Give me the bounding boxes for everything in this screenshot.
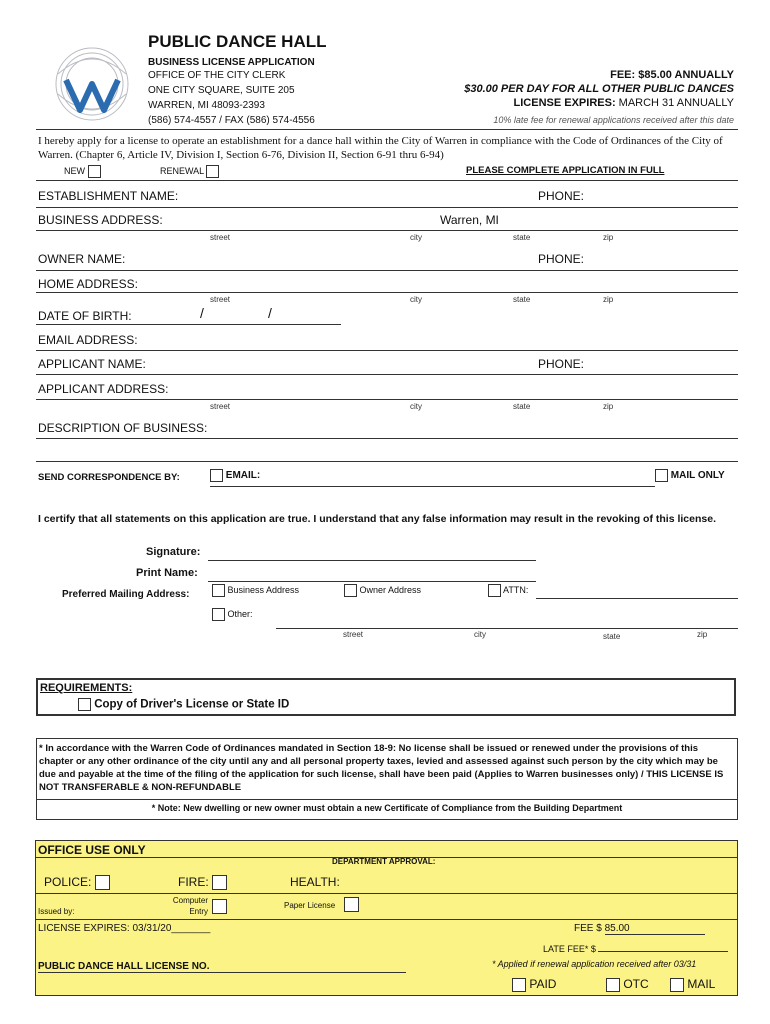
department-approval-label: DEPARTMENT APPROVAL: (332, 857, 436, 866)
city-caption: city (410, 402, 422, 411)
expires-label: LICENSE EXPIRES: (513, 97, 616, 109)
establishment-name-label: ESTABLISHMENT NAME: (38, 189, 179, 203)
business-address-option[interactable] (212, 584, 299, 597)
other-option[interactable] (212, 608, 253, 621)
late-fee-note: 10% late fee for renewal applications received after this date (493, 115, 734, 125)
issued-by-label: Issued by: (38, 907, 75, 916)
complete-instruction: PLEASE COMPLETE APPLICATION IN FULL (466, 165, 665, 176)
city-of-warren-logo (52, 44, 132, 124)
zip-caption: zip (603, 295, 614, 304)
mail-checkbox[interactable] (670, 978, 684, 992)
business-address-option-label: Business Address (227, 584, 300, 595)
renewal-option[interactable] (160, 165, 219, 178)
attn-checkbox[interactable] (488, 584, 501, 597)
street-caption: street (343, 630, 364, 639)
send-by-email-option[interactable] (210, 469, 260, 482)
signature-field[interactable] (208, 560, 536, 561)
print-name-label: Print Name: (136, 567, 198, 579)
computer-entry-label (166, 895, 208, 917)
fee-per-day: $30.00 PER DAY FOR ALL OTHER PUBLIC DANCES (464, 83, 734, 95)
applicant-address-field[interactable] (36, 399, 738, 400)
owner-address-option-label: Owner Address (359, 584, 422, 595)
requirement-item[interactable] (78, 698, 289, 711)
preferred-mailing-label: Preferred Mailing Address: (62, 589, 190, 600)
other-address-field[interactable] (276, 628, 738, 629)
mail-only-checkbox[interactable] (655, 469, 668, 482)
requirements-box (36, 678, 736, 716)
applicant-phone-label: PHONE: (538, 357, 585, 371)
new-option[interactable] (64, 165, 101, 178)
form-subtitle: BUSINESS LICENSE APPLICATION (148, 57, 315, 68)
office-phone: (586) 574-4557 / FAX (586) 574-4556 (148, 115, 315, 126)
home-address-field[interactable] (36, 292, 738, 293)
description-field-2[interactable] (36, 461, 738, 462)
ordinance-notice-text: * In accordance with the Warren Code of Ordinances mandated in Section 18-9: No license shall be issued or renewed under the provisions of this chapter or any other ordinance of the city until any and all personal property taxes, levied and assessed against such person by the city which may be due and payable at the time of the filing of the application for such license, shall have been paid (Applies to Warren businesses only) / THIS LICENSE IS NOT TRANSFERABLE & NON-REFUNDABLE (39, 743, 724, 793)
city-caption: city (410, 295, 422, 304)
mail-only-option[interactable] (655, 469, 725, 482)
otc-option[interactable] (606, 977, 649, 992)
street-caption: street (210, 402, 231, 411)
email-checkbox[interactable] (210, 469, 223, 482)
police-checkbox[interactable] (95, 875, 110, 890)
send-correspondence-label: SEND CORRESPONDENCE BY: (38, 472, 180, 483)
date-of-birth-label: DATE OF BIRTH: (38, 309, 132, 323)
police-approval[interactable] (44, 875, 110, 890)
state-caption: state (513, 402, 531, 411)
street-caption: street (210, 233, 231, 242)
business-address-checkbox[interactable] (212, 584, 225, 597)
certification-statement: I certify that all statements on this application are true. I understand that any false information may result in the revoking of this license. (38, 513, 716, 525)
establishment-phone-label: PHONE: (538, 189, 585, 203)
license-number-field[interactable]: PUBLIC DANCE HALL LICENSE NO. (38, 961, 406, 973)
late-fee-field[interactable] (543, 942, 728, 954)
office-address-2: WARREN, MI 48093-2393 (148, 100, 265, 111)
state-caption: state (513, 295, 531, 304)
business-address-field[interactable] (36, 230, 738, 231)
office-use-section (35, 840, 738, 996)
email-address-field[interactable] (36, 350, 738, 351)
late-fee-label: LATE FEE* $ (543, 944, 596, 954)
police-label: POLICE: (44, 875, 92, 889)
street-caption: street (210, 295, 231, 304)
paper-license-checkbox[interactable] (344, 897, 359, 912)
send-email-label: EMAIL: (225, 470, 261, 482)
paid-option[interactable] (512, 977, 556, 992)
fee-label: FEE $ (574, 923, 602, 934)
otc-checkbox[interactable] (606, 978, 620, 992)
owner-address-checkbox[interactable] (344, 584, 357, 597)
renewal-label: RENEWAL (160, 165, 204, 176)
applicant-address-label: APPLICANT ADDRESS: (38, 382, 169, 396)
certificate-note: * Note: New dwelling or new owner must obtain a new Certificate of Compliance from the Building Department (151, 803, 623, 813)
office-address-1: ONE CITY SQUARE, SUITE 205 (148, 85, 295, 96)
state-caption: state (603, 632, 621, 641)
business-city-value: Warren, MI (440, 213, 499, 227)
fee-annual: FEE: $85.00 ANNUALLY (610, 69, 734, 81)
mail-label: MAIL (687, 977, 716, 991)
send-email-field[interactable] (210, 486, 655, 487)
mail-option[interactable] (670, 977, 715, 992)
owner-phone-label: PHONE: (538, 252, 585, 266)
fire-checkbox[interactable] (212, 875, 227, 890)
applicant-name-label: APPLICANT NAME: (38, 357, 146, 371)
home-address-label: HOME ADDRESS: (38, 277, 139, 291)
paper-license-label: Paper License (284, 901, 336, 910)
owner-name-field[interactable] (36, 270, 738, 271)
license-expires (514, 97, 734, 109)
requirements-title: REQUIREMENTS: (40, 682, 133, 694)
attn-label: ATTN: (503, 584, 529, 595)
fire-label: FIRE: (178, 875, 209, 889)
entry-label: Entry (189, 907, 208, 916)
fee-value: 85.00 (605, 923, 705, 935)
otc-label: OTC (623, 977, 649, 991)
signature-label: Signature: (146, 546, 201, 558)
office-name: OFFICE OF THE CITY CLERK (148, 70, 286, 81)
paid-label: PAID (529, 977, 557, 991)
form-title: PUBLIC DANCE HALL (148, 32, 327, 51)
zip-caption: zip (603, 402, 614, 411)
late-fee-note: * Applied if renewal application received after 03/31 (492, 959, 697, 969)
print-name-field[interactable] (208, 581, 536, 582)
health-label: HEALTH: (290, 875, 340, 889)
renewal-checkbox[interactable] (206, 165, 219, 178)
owner-address-option[interactable] (344, 584, 421, 597)
new-label: NEW (64, 165, 85, 176)
ordinance-notice-box (36, 738, 738, 820)
other-checkbox[interactable] (212, 608, 225, 621)
intro-paragraph: I hereby apply for a license to operate an establishment for a dance hall within the City of Warren in compliance with the Code of Ordinances of the City of Warren. (Chapter 6, Article IV, Division I, Section 6-76, Division II, Section 6-91 thru 6-94) (38, 135, 723, 161)
description-field-1[interactable] (36, 438, 738, 439)
city-caption: city (410, 233, 422, 242)
applicant-name-field[interactable] (36, 374, 738, 375)
paid-checkbox[interactable] (512, 978, 526, 992)
date-of-birth-field[interactable] (36, 324, 341, 325)
expires-value: MARCH 31 ANNUALLY (615, 97, 734, 109)
mail-only-label: MAIL ONLY (670, 470, 725, 482)
dob-slash-2: / (268, 305, 272, 321)
dob-slash-1: / (200, 305, 204, 321)
description-label: DESCRIPTION OF BUSINESS: (38, 421, 208, 435)
computer-label: Computer (172, 896, 208, 905)
business-address-label: BUSINESS ADDRESS: (38, 213, 163, 227)
computer-entry-checkbox[interactable] (212, 899, 227, 914)
city-caption: city (474, 630, 486, 639)
establishment-name-field[interactable] (36, 207, 738, 208)
license-expires-field: LICENSE EXPIRES: 03/31/20_______ (38, 923, 211, 934)
fire-approval[interactable] (178, 875, 227, 890)
owner-name-label: OWNER NAME: (38, 252, 126, 266)
office-use-title: OFFICE USE ONLY (38, 843, 146, 857)
email-address-label: EMAIL ADDRESS: (38, 333, 138, 347)
zip-caption: zip (603, 233, 614, 242)
zip-caption: zip (697, 630, 708, 639)
attn-field[interactable] (536, 598, 738, 599)
other-label: Other: (227, 608, 253, 619)
attn-option[interactable] (488, 584, 528, 597)
fee-amount (574, 923, 705, 935)
drivers-license-checkbox[interactable] (78, 698, 91, 711)
requirement-item-label: Copy of Driver's License or State ID (94, 698, 290, 711)
new-checkbox[interactable] (88, 165, 101, 178)
state-caption: state (513, 233, 531, 242)
